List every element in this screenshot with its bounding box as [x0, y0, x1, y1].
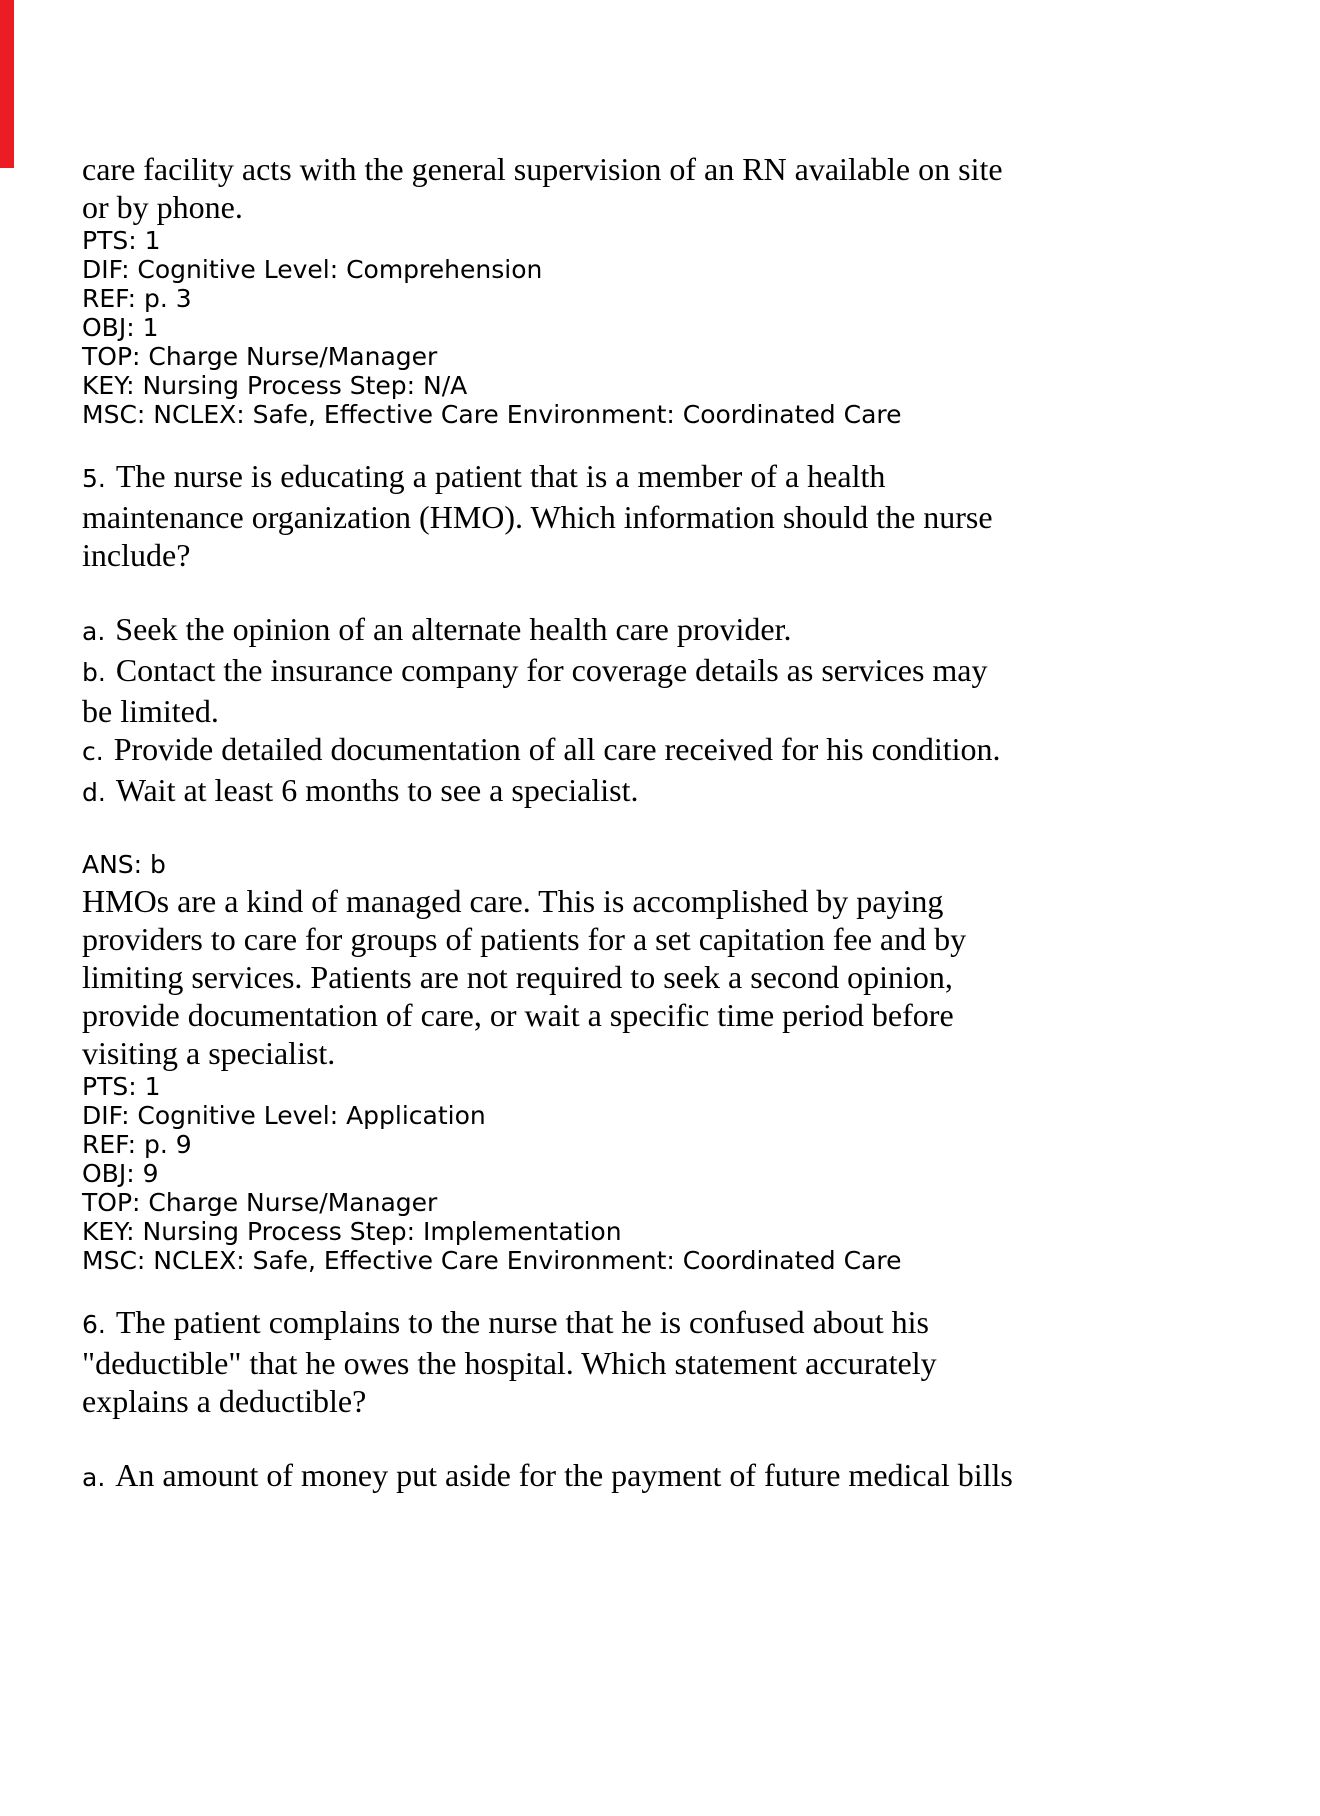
- meta-ref-line: REF: p. 9: [82, 1130, 192, 1159]
- question-stem-line: include?: [82, 537, 191, 573]
- question-stem-line: "deductible" that he owes the hospital. Which statement accurately: [82, 1345, 937, 1381]
- question6-option-a: [82, 1456, 1260, 1497]
- meta-pts-line: PTS: 1: [82, 1072, 161, 1101]
- question-stem-line: maintenance organization (HMO). Which information should the nurse: [82, 499, 993, 535]
- question5-option-d: [82, 771, 1260, 812]
- rationale-line: HMOs are a kind of managed care. This is accomplished by paying: [82, 883, 944, 919]
- question6-stem: [82, 1303, 1260, 1420]
- question6-number: 6.: [82, 1310, 106, 1339]
- meta-msc-line: MSC: NCLEX: Safe, Effective Care Environment: Coordinated Care: [82, 400, 902, 429]
- question5-rationale: [82, 882, 1260, 1072]
- meta-dif-line: DIF: Cognitive Level: Application: [82, 1101, 486, 1130]
- question5-options: [82, 610, 1260, 812]
- meta-obj-line: OBJ: 1: [82, 313, 159, 342]
- option-text: Seek the opinion of an alternate health care provider.: [115, 611, 792, 647]
- question-stem-line: explains a deductible?: [82, 1383, 367, 1419]
- question5-stem: [82, 457, 1260, 574]
- page-content: [82, 150, 1260, 1497]
- question5-option-b-continued: be limited.: [82, 693, 219, 729]
- rationale-line: providers to care for groups of patients for a set capitation fee and by: [82, 921, 967, 957]
- question5-option-a: [82, 610, 1260, 651]
- option-letter: a.: [82, 617, 106, 646]
- option-text: Provide detailed documentation of all care received for his condition.: [113, 731, 1001, 767]
- meta-key-line: KEY: Nursing Process Step: Implementation: [82, 1217, 622, 1246]
- option-text: Contact the insurance company for coverage details as services may: [115, 652, 988, 688]
- answer-continuation-line: or by phone.: [82, 189, 243, 225]
- question-stem-text: The nurse is educating a patient that is a member of a health: [115, 458, 886, 494]
- answer-continuation-line: care facility acts with the general supervision of an RN available on site: [82, 151, 1003, 187]
- question5-option-c: [82, 730, 1260, 771]
- meta-key-line: KEY: Nursing Process Step: N/A: [82, 371, 468, 400]
- rationale-line: limiting services. Patients are not required to seek a second opinion,: [82, 959, 953, 995]
- question-stem-line: [82, 457, 1260, 498]
- meta-pts-line: PTS: 1: [82, 226, 161, 255]
- meta-top-line: TOP: Charge Nurse/Manager: [82, 1188, 438, 1217]
- question5-metadata: [82, 1072, 1260, 1275]
- meta-obj-line: OBJ: 9: [82, 1159, 159, 1188]
- rationale-line: visiting a specialist.: [82, 1035, 336, 1071]
- meta-ref-line: REF: p. 3: [82, 284, 192, 313]
- option-letter: a.: [82, 1463, 106, 1492]
- question-stem-line: [82, 1303, 1260, 1344]
- answer-key-line: ANS: b: [82, 850, 166, 879]
- meta-top-line: TOP: Charge Nurse/Manager: [82, 342, 438, 371]
- red-edge-marker: [0, 0, 14, 168]
- question5-option-b: [82, 651, 1260, 692]
- option-text: An amount of money put aside for the payment of future medical bills: [115, 1457, 1013, 1493]
- option-letter: b.: [82, 658, 106, 687]
- option-text: Wait at least 6 months to see a specialist.: [115, 772, 639, 808]
- meta-dif-line: DIF: Cognitive Level: Comprehension: [82, 255, 543, 284]
- option-letter: c.: [82, 737, 104, 766]
- meta-msc-line: MSC: NCLEX: Safe, Effective Care Environment: Coordinated Care: [82, 1246, 902, 1275]
- option-letter: d.: [82, 778, 106, 807]
- question4-metadata: [82, 226, 1260, 429]
- question5-number: 5.: [82, 464, 106, 493]
- rationale-line: provide documentation of care, or wait a specific time period before: [82, 997, 954, 1033]
- question-stem-text: The patient complains to the nurse that he is confused about his: [115, 1304, 929, 1340]
